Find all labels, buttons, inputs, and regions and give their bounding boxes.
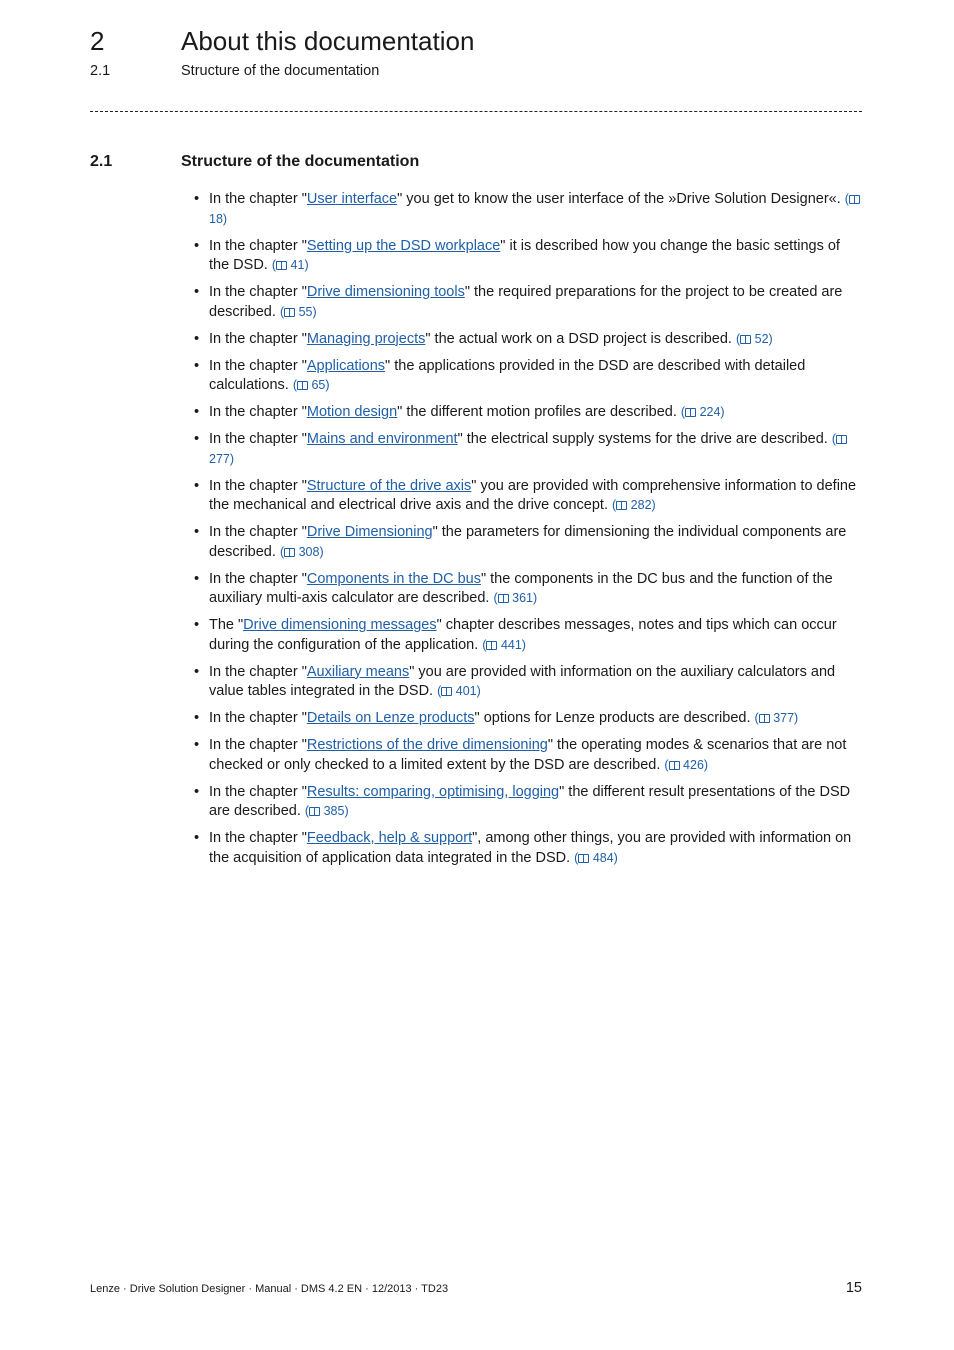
page-reference[interactable]: ( 282) xyxy=(612,498,656,512)
list-item xyxy=(194,523,864,562)
item-text-after: " the components in the DC bus and the function of the auxiliary multi-axis calculator are described. xyxy=(209,570,833,606)
chapter-link[interactable]: Drive dimensioning messages xyxy=(243,617,437,633)
page-reference[interactable]: ( 484) xyxy=(574,850,618,865)
bullet-dot: • xyxy=(194,431,200,447)
chapter-number: 2 xyxy=(90,26,105,56)
page-reference-number: 41 xyxy=(290,258,305,272)
page-reference-number: 401 xyxy=(455,684,477,698)
bullet-dot: • xyxy=(194,237,200,254)
book-icon xyxy=(486,641,497,650)
bullet-dot: • xyxy=(194,191,200,207)
bullet-dot: • xyxy=(194,663,200,680)
book-icon xyxy=(276,261,287,270)
item-text-after: " you are provided with comprehensive information to define the mechanical and electrical drive axis and the drive concept. xyxy=(209,477,857,513)
bullet-dot: • xyxy=(194,830,200,846)
page-reference[interactable]: ( 41) xyxy=(271,258,309,272)
book-icon xyxy=(616,501,627,510)
item-text-before: In the chapter " xyxy=(209,330,307,347)
bullet-dot: • xyxy=(194,783,200,800)
chapter-link[interactable]: Setting up the DSD workplace xyxy=(306,237,501,254)
item-text-after: " the different result presentations of the DSD are described. xyxy=(209,783,851,819)
page-reference[interactable]: ( 385) xyxy=(304,804,349,818)
list-item xyxy=(194,237,864,276)
page-reference-number: 65 xyxy=(311,378,326,392)
page-reference[interactable]: ( 426) xyxy=(664,757,709,772)
item-text-before: In the chapter " xyxy=(209,284,307,300)
chapter-link[interactable]: Structure of the drive axis xyxy=(306,477,472,494)
item-text-after: " you get to know the user interface of the »Drive Solution Designer«. xyxy=(397,191,841,207)
book-icon xyxy=(498,594,509,603)
page-reference[interactable]: ( 52) xyxy=(735,331,773,346)
page-reference-number: 484 xyxy=(592,850,614,865)
bullet-dot: • xyxy=(194,617,200,633)
book-icon xyxy=(578,854,589,863)
item-text-before: In the chapter " xyxy=(209,404,307,420)
item-text-before: In the chapter " xyxy=(209,783,307,800)
book-icon xyxy=(284,308,295,317)
item-text-after: " the required preparations for the project to be created are described. xyxy=(209,284,843,320)
page-reference[interactable]: ( 55) xyxy=(279,304,317,319)
item-text-before: In the chapter " xyxy=(209,570,307,587)
list-item xyxy=(194,709,864,729)
chapter-link[interactable]: Mains and environment xyxy=(306,431,458,447)
book-icon xyxy=(836,435,847,444)
page-reference-number: 426 xyxy=(683,757,704,772)
item-text-before: In the chapter " xyxy=(209,191,307,207)
section-title: Structure of the documentation xyxy=(181,153,420,170)
page-number: 15 xyxy=(845,1280,862,1296)
item-text-after: " the applications provided in the DSD are described with detailed calculations. xyxy=(209,357,806,393)
bullet-dot: • xyxy=(194,524,200,540)
page-reference-number: 377 xyxy=(773,711,795,725)
chapter-link[interactable]: Results: comparing, optimising, logging xyxy=(306,783,560,800)
page-reference-number: 18 xyxy=(209,211,223,226)
page-reference-number: 385 xyxy=(323,804,345,818)
chapter-link[interactable]: Drive dimensioning tools xyxy=(306,284,465,300)
list-item xyxy=(194,570,864,609)
page-reference[interactable]: ( 308) xyxy=(279,544,324,559)
book-icon xyxy=(309,807,320,816)
section-number: 2.1 xyxy=(90,153,113,170)
subchapter-number: 2.1 xyxy=(90,63,111,79)
item-text-after: " the electrical supply systems for the drive are described. xyxy=(457,431,828,447)
chapter-link[interactable]: Drive Dimensioning xyxy=(306,524,433,540)
list-item xyxy=(194,829,864,868)
book-icon xyxy=(297,381,308,390)
page-reference[interactable]: ( 277) xyxy=(209,432,847,466)
chapter-link[interactable]: Motion design xyxy=(306,404,398,420)
item-text-before: In the chapter " xyxy=(209,524,307,540)
page-reference-number: 52 xyxy=(754,331,769,346)
item-text-after: " the operating modes & scenarios that are not checked or only checked to a limited extent by the DSD are described. xyxy=(209,737,847,773)
page-reference[interactable]: ( 441) xyxy=(482,637,526,652)
chapter-link[interactable]: Applications xyxy=(306,357,386,374)
list-item xyxy=(194,330,864,350)
page-reference-number: 308 xyxy=(298,544,320,559)
item-text-before: The " xyxy=(209,617,244,633)
book-icon xyxy=(441,687,452,696)
item-text-before: In the chapter " xyxy=(209,357,307,374)
chapter-link[interactable]: Details on Lenze products xyxy=(306,710,475,726)
book-icon xyxy=(740,335,751,344)
bullet-dot: • xyxy=(194,357,200,374)
list-item xyxy=(194,283,864,322)
item-text-after: " the actual work on a DSD project is described. xyxy=(425,330,732,347)
bullet-dot: • xyxy=(194,737,200,753)
list-item xyxy=(194,357,864,396)
item-text-before: In the chapter " xyxy=(209,237,307,254)
list-item xyxy=(194,783,864,822)
bullet-dot: • xyxy=(194,477,200,494)
list-item xyxy=(194,663,864,702)
chapter-link[interactable]: Managing projects xyxy=(306,330,426,347)
subchapter-title: Structure of the documentation xyxy=(181,63,380,79)
item-text-after: " the different motion profiles are described. xyxy=(397,404,677,420)
book-icon xyxy=(759,714,770,723)
list-item xyxy=(194,736,864,775)
page-reference-number: 55 xyxy=(298,304,313,319)
bullet-dot: • xyxy=(194,330,200,347)
book-icon xyxy=(284,548,295,557)
bullet-dot: • xyxy=(194,404,200,420)
item-text-before: In the chapter " xyxy=(209,477,307,494)
chapter-list xyxy=(194,190,864,876)
list-item xyxy=(194,190,864,229)
chapter-link[interactable]: Auxiliary means xyxy=(306,663,410,680)
page-reference-number: 277 xyxy=(209,451,230,466)
bullet-dot: • xyxy=(194,284,200,300)
item-text-after: ", among other things, you are provided with information on the acquisition of application data integrated in the DSD. xyxy=(209,830,852,866)
page-reference[interactable]: ( 224) xyxy=(680,405,725,419)
footer-text: Lenze · Drive Solution Designer · Manual · DMS 4.2 EN · 12/2013 · TD23 xyxy=(90,1283,449,1295)
item-text-before: In the chapter " xyxy=(209,830,307,846)
chapter-title: About this documentation xyxy=(181,26,475,56)
page-reference-number: 361 xyxy=(512,591,533,605)
chapter-link[interactable]: Feedback, help & support xyxy=(306,830,473,846)
page-reference[interactable]: ( 401) xyxy=(437,684,481,698)
item-text-after: " chapter describes messages, notes and tips which can occur during the configuration of the application. xyxy=(209,617,837,653)
book-icon xyxy=(669,761,680,770)
page-reference[interactable]: ( 377) xyxy=(754,711,799,725)
list-item xyxy=(194,616,864,655)
item-text-after: " it is described how you change the basic settings of the DSD. xyxy=(209,237,840,273)
item-text-before: In the chapter " xyxy=(209,431,307,447)
chapter-link[interactable]: Restrictions of the drive dimensioning xyxy=(306,737,548,753)
item-text-after: " you are provided with information on the auxiliary calculators and value tables integrated in the DSD. xyxy=(209,663,836,699)
list-item xyxy=(194,477,864,516)
book-icon xyxy=(849,195,860,204)
page-reference[interactable]: ( 65) xyxy=(292,378,330,392)
list-item xyxy=(194,430,864,469)
header-dashed-rule xyxy=(90,111,862,112)
page-reference-number: 282 xyxy=(630,498,652,512)
item-text-before: In the chapter " xyxy=(209,663,307,680)
book-icon xyxy=(685,408,696,417)
page-reference[interactable]: ( 361) xyxy=(493,591,538,605)
item-text-before: In the chapter " xyxy=(209,710,307,726)
item-text-before: In the chapter " xyxy=(209,737,307,753)
page-reference[interactable]: ( 18) xyxy=(209,192,860,226)
page-reference-number: 441 xyxy=(500,637,522,652)
page-reference-number: 224 xyxy=(699,405,721,419)
chapter-link[interactable]: Components in the DC bus xyxy=(306,570,481,587)
bullet-dot: • xyxy=(194,570,200,587)
bullet-dot: • xyxy=(194,710,200,726)
item-text-after: " options for Lenze products are described. xyxy=(474,710,751,726)
chapter-link[interactable]: User interface xyxy=(306,191,398,207)
list-item xyxy=(194,403,864,423)
item-text-after: " the parameters for dimensioning the individual components are described. xyxy=(209,524,847,560)
